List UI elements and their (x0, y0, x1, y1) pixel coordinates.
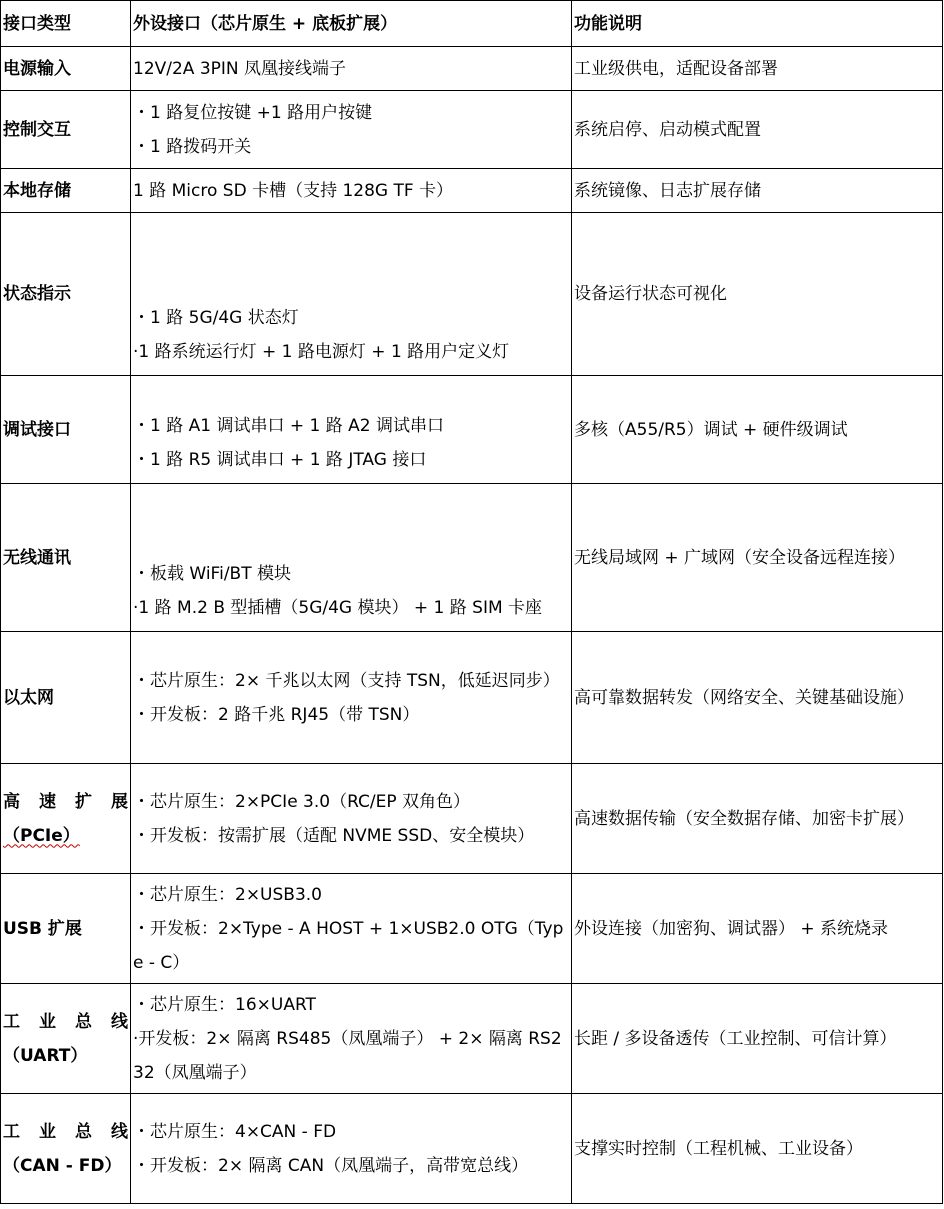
row-type-label: 高速扩展 (3, 791, 128, 812)
row-type-label: 工业总线 (3, 1011, 128, 1032)
peripheral-line: ・芯片原生：2×USB3.0 (133, 884, 322, 905)
row-function-ethernet: 高可靠数据转发（网络安全、关键基础设施） (572, 632, 943, 764)
table-row (1, 169, 943, 213)
row-function-usb: 外设连接（加密狗、调试器） + 系统烧录 (572, 874, 943, 984)
row-type-sublabel: （PCIe） (3, 825, 80, 846)
peripheral-line: ・1 路 A1 调试串口 + 1 路 A2 调试串口 (133, 416, 444, 436)
peripheral-line: ・板载 WiFi/BT 模块 (133, 564, 292, 584)
peripheral-line: ・1 路复位按键 +1 路用户按键 (133, 102, 373, 123)
row-type-power-input: 电源输入 (1, 47, 131, 91)
row-type-debug: 调试接口 (1, 376, 131, 484)
row-function-uart: 长距 / 多设备透传（工业控制、可信计算） (572, 984, 943, 1094)
row-function-can-fd: 支撑实时控制（工程机械、工业设备） (572, 1094, 943, 1204)
row-peripheral-wireless (131, 484, 572, 632)
header-peripheral: 外设接口（芯片原生 + 底板扩展） (131, 1, 572, 47)
row-peripheral-debug (131, 376, 572, 484)
row-type-wireless: 无线通讯 (1, 484, 131, 632)
row-type-uart (1, 984, 131, 1094)
table-row (1, 376, 943, 484)
header-interface-type: 接口类型 (1, 1, 131, 47)
table-row (1, 213, 943, 376)
peripheral-line: ・芯片原生：16×UART (133, 994, 316, 1015)
table-row (1, 764, 943, 874)
row-function-debug: 多核（A55/R5）调试 + 硬件级调试 (572, 376, 943, 484)
row-function-control: 系统启停、启动模式配置 (572, 91, 943, 169)
row-type-pcie (1, 764, 131, 874)
row-peripheral-status (131, 213, 572, 376)
row-type-label: 工业总线 (3, 1121, 128, 1142)
row-type-status: 状态指示 (1, 213, 131, 376)
row-function-wireless: 无线局域网 + 广域网（安全设备远程连接） (572, 484, 943, 632)
peripheral-line: ・开发板：按需扩展（适配 NVME SSD、安全模块） (133, 825, 535, 846)
peripheral-line: ・开发板：2 路千兆 RJ45（带 TSN） (133, 704, 420, 725)
table-row (1, 632, 943, 764)
table-row (1, 91, 943, 169)
row-peripheral-ethernet (131, 632, 572, 764)
peripheral-line: ·1 路系统运行灯 + 1 路电源灯 + 1 路用户定义灯 (133, 342, 510, 362)
peripheral-line: ・开发板：2× 隔离 CAN（凤凰端子，高带宽总线） (133, 1155, 529, 1176)
row-type-sublabel: （CAN - FD） (3, 1155, 122, 1176)
peripheral-line: ·开发板：2× 隔离 RS485（凤凰端子） + 2× 隔离 RS232（凤凰端子） (133, 1028, 562, 1083)
row-type-control: 控制交互 (1, 91, 131, 169)
header-function: 功能说明 (572, 1, 943, 47)
table-row (1, 984, 943, 1094)
table-row (1, 47, 943, 91)
row-function-storage: 系统镜像、日志扩展存储 (572, 169, 943, 213)
table-row (1, 1094, 943, 1204)
row-type-ethernet: 以太网 (1, 632, 131, 764)
peripheral-line: 12V/2A 3PIN 凤凰接线端子 (133, 58, 347, 79)
row-type-usb: USB 扩展 (1, 874, 131, 984)
row-function-pcie: 高速数据传输（安全数据存储、加密卡扩展） (572, 764, 943, 874)
table-row (1, 874, 943, 984)
peripheral-line: ·1 路 M.2 B 型插槽（5G/4G 模块） + 1 路 SIM 卡座 (133, 598, 543, 618)
peripheral-line: ・1 路拨码开关 (133, 136, 252, 157)
row-peripheral-control (131, 91, 572, 169)
peripheral-line: ・芯片原生：4×CAN - FD (133, 1121, 337, 1142)
table-row (1, 484, 943, 632)
peripheral-line: ・1 路 R5 调试串口 + 1 路 JTAG 接口 (133, 450, 427, 470)
peripheral-line: ・芯片原生：2× 千兆以太网（支持 TSN，低延迟同步） (133, 670, 560, 691)
peripheral-line: ・1 路 5G/4G 状态灯 (133, 308, 299, 328)
row-peripheral-uart (131, 984, 572, 1094)
peripheral-line: ・开发板：2×Type - A HOST + 1×USB2.0 OTG（Type - C） (133, 918, 564, 973)
table-header-row (1, 1, 943, 47)
row-peripheral-power-input (131, 47, 572, 91)
row-function-status: 设备运行状态可视化 (572, 213, 943, 376)
row-peripheral-storage (131, 169, 572, 213)
row-type-sublabel: （UART） (3, 1045, 88, 1066)
peripheral-line: ・芯片原生：2×PCIe 3.0（RC/EP 双角色） (133, 791, 471, 812)
row-peripheral-can-fd (131, 1094, 572, 1204)
row-peripheral-pcie (131, 764, 572, 874)
row-type-can-fd (1, 1094, 131, 1204)
row-type-storage: 本地存储 (1, 169, 131, 213)
peripheral-line: 1 路 Micro SD 卡槽（支持 128G TF 卡） (133, 180, 454, 201)
row-function-power-input: 工业级供电，适配设备部署 (572, 47, 943, 91)
row-peripheral-usb (131, 874, 572, 984)
